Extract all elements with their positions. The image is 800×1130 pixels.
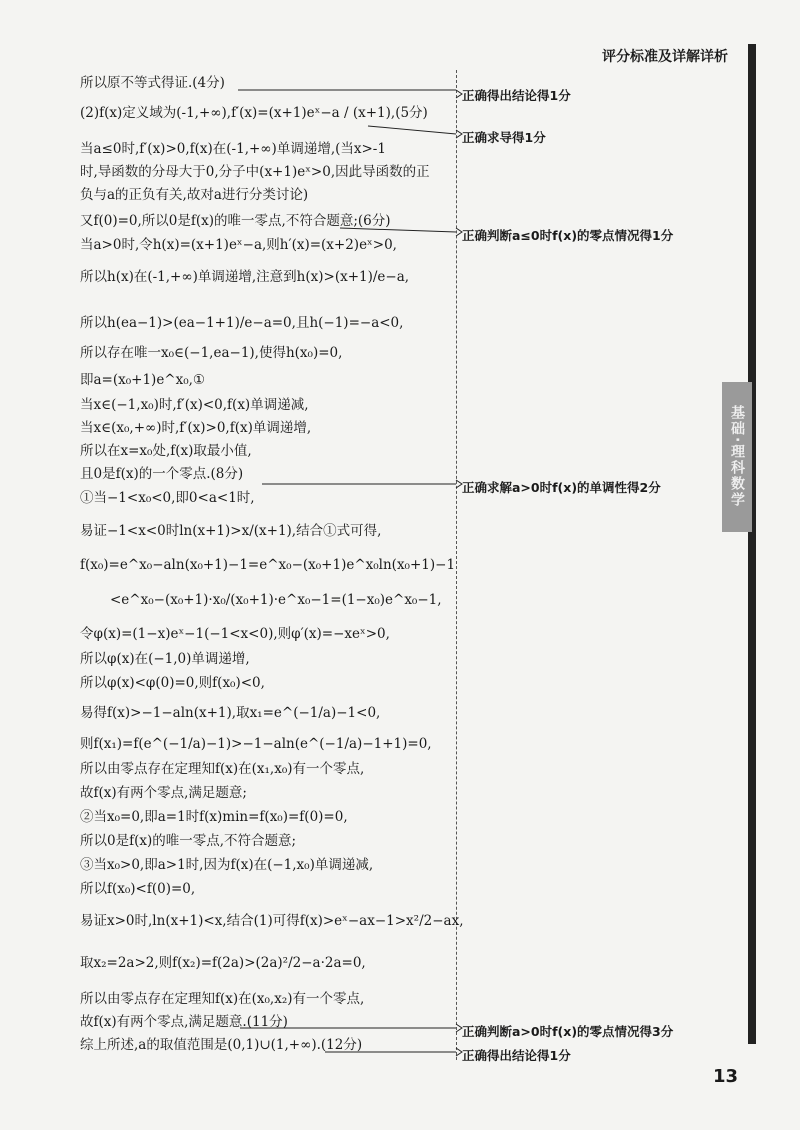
header-title: 评分标准及详解详析 xyxy=(602,49,728,65)
solution-line: 所以由零点存在定理知f(x)在(x₀,x₂)有一个零点, xyxy=(80,991,365,1007)
solution-line: 所以由零点存在定理知f(x)在(x₁,x₀)有一个零点, xyxy=(80,761,365,777)
solution-line: 当x∈(−1,x₀)时,f′(x)<0,f(x)单调递减, xyxy=(80,397,309,413)
solution-line: 则f(x₁)=f(e^(−1/a)−1)>−1−aln(e^(−1/a)−1+1)=0, xyxy=(80,736,432,752)
score-note: 正确求解a>0时f(x)的单调性得2分 xyxy=(462,480,661,495)
solution-line: 即a=(x₀+1)e^x₀,① xyxy=(80,372,206,388)
solution-line: 当a>0时,令h(x)=(x+1)eˣ−a,则h′(x)=(x+2)eˣ>0, xyxy=(80,237,397,253)
solution-line: 所以原不等式得证.(4分) xyxy=(80,75,225,91)
solution-line: ③当x₀>0,即a>1时,因为f(x)在(−1,x₀)单调递减, xyxy=(80,857,374,873)
solution-line: 易证x>0时,ln(x+1)<x,结合(1)可得f(x)>eˣ−ax−1>x²/2−ax, xyxy=(80,913,464,929)
solution-line: 所以h(ea−1)>(ea−1+1)/e−a=0,且h(−1)=−a<0, xyxy=(80,315,404,331)
solution-line: 所以φ(x)<φ(0)=0,则f(x₀)<0, xyxy=(80,675,265,691)
solution-line: ②当x₀=0,即a=1时f(x)min=f(x₀)=f(0)=0, xyxy=(80,809,348,825)
solution-line: 故f(x)有两个零点,满足题意; xyxy=(80,785,247,801)
solution-line: f(x₀)=e^x₀−aln(x₀+1)−1=e^x₀−(x₀+1)e^x₀ln(x₀+1)−1 xyxy=(80,557,456,573)
solution-line: 当a≤0时,f′(x)>0,f(x)在(-1,+∞)单调递增,(当x>-1 xyxy=(80,141,386,157)
side-tab: 基础·理科数学 xyxy=(722,382,752,532)
solution-line: <e^x₀−(x₀+1)·x₀/(x₀+1)·e^x₀−1=(1−x₀)e^x₀−1, xyxy=(110,592,442,608)
score-note: 正确判断a≤0时f(x)的零点情况得1分 xyxy=(462,228,674,243)
score-note: 正确得出结论得1分 xyxy=(462,88,571,103)
solution-line: 所以存在唯一x₀∈(−1,ea−1),使得h(x₀)=0, xyxy=(80,345,343,361)
page-number: 13 xyxy=(712,1066,738,1087)
solution-line: 故f(x)有两个零点,满足题意.(11分) xyxy=(80,1014,288,1030)
solution-line: 所以h(x)在(-1,+∞)单调递增,注意到h(x)>(x+1)/e−a, xyxy=(80,269,410,285)
solution-line: 所以f(x₀)<f(0)=0, xyxy=(80,881,196,897)
solution-line: 所以φ(x)在(−1,0)单调递增, xyxy=(80,651,250,667)
solution-line: 时,导函数的分母大于0,分子中(x+1)eˣ>0,因此导函数的正 xyxy=(80,164,430,180)
score-note: 正确判断a>0时f(x)的零点情况得3分 xyxy=(462,1024,674,1039)
solution-line: 综上所述,a的取值范围是(0,1)∪(1,+∞).(12分) xyxy=(80,1037,363,1053)
solution-line: 易证−1<x<0时ln(x+1)>x/(x+1),结合①式可得, xyxy=(80,523,382,539)
solution-line: 所以0是f(x)的唯一零点,不符合题意; xyxy=(80,833,297,849)
solution-line: 负与a的正负有关,故对a进行分类讨论) xyxy=(80,187,309,203)
solution-line: 又f(0)=0,所以0是f(x)的唯一零点,不符合题意;(6分) xyxy=(80,213,391,229)
solution-line: 且0是f(x)的一个零点.(8分) xyxy=(80,466,244,482)
solution-line: 令φ(x)=(1−x)eˣ−1(−1<x<0),则φ′(x)=−xeˣ>0, xyxy=(80,626,390,642)
solution-line: (2)f(x)定义域为(-1,+∞),f′(x)=(x+1)eˣ−a / (x+1),(5分) xyxy=(80,105,428,121)
solution-line: 易得f(x)>−1−aln(x+1),取x₁=e^(−1/a)−1<0, xyxy=(80,705,381,721)
solution-line: 所以在x=x₀处,f(x)取最小值, xyxy=(80,443,252,459)
score-note: 正确求导得1分 xyxy=(462,130,546,145)
solution-line: 当x∈(x₀,+∞)时,f′(x)>0,f(x)单调递增, xyxy=(80,420,312,436)
score-note: 正确得出结论得1分 xyxy=(462,1048,571,1063)
solution-line: 取x₂=2a>2,则f(x₂)=f(2a)>(2a)²/2−a·2a=0, xyxy=(80,955,366,971)
solution-line: ①当−1<x₀<0,即0<a<1时, xyxy=(80,490,255,506)
